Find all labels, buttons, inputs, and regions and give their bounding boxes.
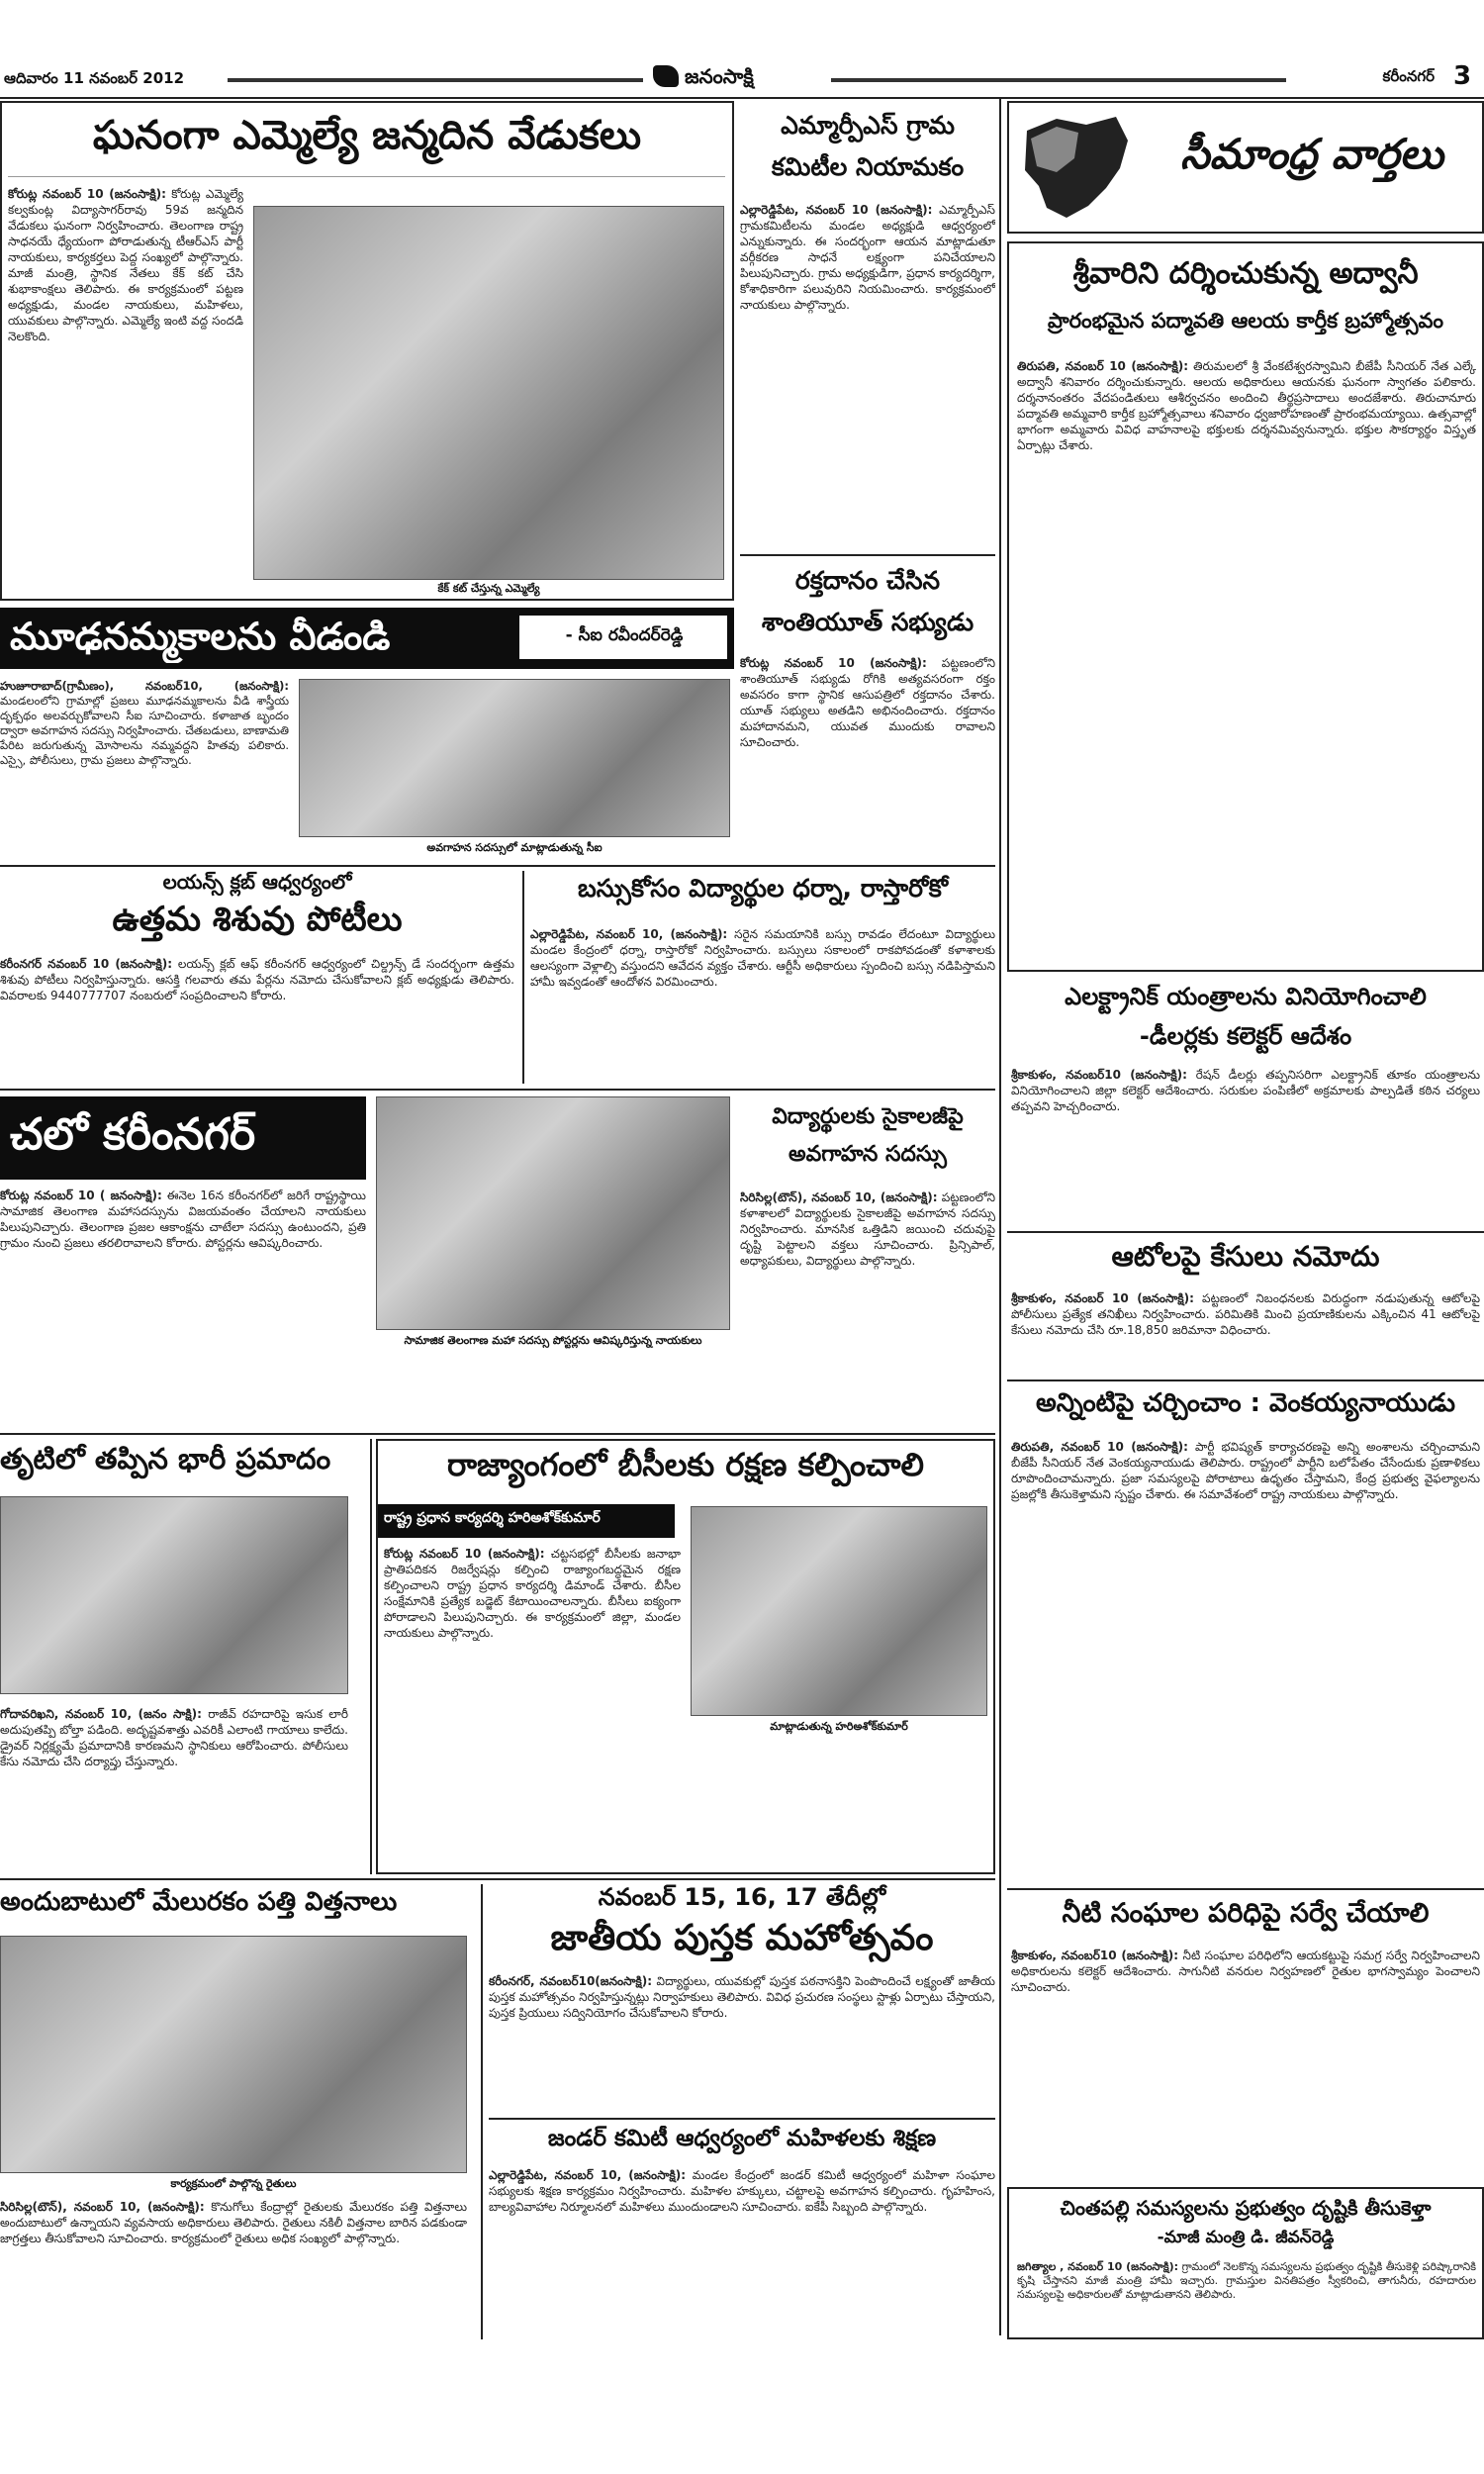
article-body [530,926,995,1080]
paper-logo [653,61,821,93]
article-body [0,1706,348,1870]
article-headline: జాతీయ పుస్తక మహోత్సవం [550,1918,934,1958]
article-dateline: కోరుట్ల నవంబర్ 10 ( జనంసాక్షి): [0,1189,162,1202]
article-superstition [0,608,734,861]
article-body [0,2199,467,2335]
article-text: మండల కేంద్రంలో జండర్ కమిటీ ఆధ్వర్యంలో మహిళా సంఘాల సభ్యులకు శిక్షణ కార్యక్రమం నిర్వహించారు. మహిళల హక్కులు, చట్టాలపై అవగాహన కల్పించారు. గృహహింస, బాల్యవివాహాల నిర్మూలనలో మహిళలు ముందుండాలని సూచించారు. ఐకేపీ సిబ్బంది పాల్గొన్నారు. [489,2168,995,2214]
article-text: గ్రామంలో నెలకొన్న సమస్యలను ప్రభుత్వం దృష్టికి తీసుకెళ్లి పరిష్కారానికి కృషి చేస్తానని మాజీ మంత్రి హామీ ఇచ్చారు. గ్రామస్తుల వినతిపత్రం స్వీకరించి, తాగునీరు, రహదారుల సమస్యలపై అధికారులతో మాట్లాడుతానని తెలిపారు. [1017,2260,1476,2301]
article-body [740,202,995,548]
subhead-bar [378,1504,675,1538]
article-chintapalli [1007,2187,1484,2339]
article-kicker: లయన్స్ క్లబ్ ఆధ్వర్యంలో [162,871,352,894]
divider [0,1089,995,1091]
divider [0,1433,995,1435]
article-chalo-karimnagar [0,1094,734,1429]
seemandhra-banner [1007,101,1484,234]
article-body [1011,1948,1480,2179]
article-gender-committee [489,2124,995,2339]
article-text: నీటి సంఘాల పరిధిలోని ఆయకట్టుపై సమగ్ర సర్వే నిర్వహించాలని అధికారులను కలెక్టర్ ఆదేశించారు. సాగునీటి వనరుల నిర్వహణలో రైతుల భాగస్వామ్యం పెంచాలని సూచించారు. [1011,1949,1480,1994]
article-headline: జండర్ కమిటీ ఆధ్వర్యంలో మహిళలకు శిక్షణ [547,2126,937,2151]
article-text: మండలంలోని గ్రామాల్లో ప్రజలు మూఢనమ్మకాలను వీడి శాస్త్రీయ దృక్పథం అలవర్చుకోవాలని సీఐ సూచించారు. కళాజాత బృందం ద్వారా అవగాహన సదస్సు నిర్వహించారు. చేతబడులు, బాణామతి పేరిట జరుగుతున్న మోసాలను నమ్మవద్దని హితవు పలికారు. ఎస్సై, పోలీసులు, గ్రామ ప్రజలు పాల్గొన్నారు. [0,694,289,767]
article-headline: బస్సుకోసం విద్యార్థుల ధర్నా, రాస్తారోకో [577,875,949,903]
banner-title: సీమాంధ్ర వార్తలు [1180,131,1443,178]
article-dateline: ఎల్లారెడ్డిపేట, నవంబర్ 10, (జనంసాక్షి): [530,927,728,941]
photo-caption: అవగాహన సదస్సులో మాట్లాడుతున్న సీఐ [426,841,603,854]
article-photo [299,679,730,837]
divider [481,1884,483,2339]
photo-caption: సామాజిక తెలంగాణ మహా సదస్సు పోస్టర్లను ఆవిష్కరిస్తున్న నాయకులు [404,1334,702,1347]
article-body [1017,358,1476,966]
masthead-bottom-rule [0,97,1484,99]
article-photo [691,1506,987,1716]
article-dateline: శ్రీకాకుళం, నవంబర్10 (జనంసాక్షి): [1011,1949,1179,1962]
headline-bar [0,608,734,669]
article-body [0,1188,366,1425]
article-text: తిరుమలలో శ్రీ వేంకటేశ్వరస్వామిని బీజేపీ సీనియర్ నేత ఎల్కే అద్వానీ శనివారం దర్శించుకున్నారు. ఆలయ అధికారులు ఆయనకు ఘనంగా స్వాగతం పలికారు. దర్శనానంతరం వేదపండితులు ఆశీర్వచనం అందించి తీర్థప్రసాదాలు అందజేశారు. తిరుచానూరు పద్మావతి అమ్మవారి కార్తీక బ్రహ్మోత్సవాలు శనివారం ధ్వజారోహణంతో ప్రారంభమయ్యాయి. ఉత్సవాల్లో భాగంగా అమ్మవారు వివిధ వాహనాలపై భక్తులకు దర్శనమివ్వనున్నారు. భక్తుల సౌకర్యార్థం విస్తృత ఏర్పాట్లు చేశారు. [1017,359,1476,452]
article-dateline: సిరిసిల్ల(టౌన్), నవంబర్ 10, (జనంసాక్షి): [0,2200,205,2214]
article-cotton-seeds [0,1884,475,2339]
masthead-date: ఆదివారం 11 నవంబర్ 2012 [4,69,185,87]
article-students-dharna [530,871,995,1084]
article-mla-birthday [0,101,734,601]
masthead-right-rule [831,78,1286,82]
headline-underline [8,176,725,177]
article-accident [0,1439,366,1874]
article-dateline: కోరుట్ల నవంబర్ 10 (జనంసాక్షి): [8,187,166,201]
article-headline: అందుబాటులో మేలురకం పత్తి విత్తనాలు [0,1888,398,1917]
article-advani-visit [1007,241,1484,972]
article-headline: ఘనంగా ఎమ్మెల్యే జన్మదిన వేడుకలు [92,113,642,158]
article-blood-donation [740,560,995,862]
divider [1007,1888,1484,1890]
logo-emblem-icon [653,65,679,87]
article-headline: విద్యార్థులకు సైకాలజీపై అవగాహన సదస్సు [772,1104,964,1167]
article-dateline: సిరిసిల్ల(టౌన్), నవంబర్ 10, (జనంసాక్షి): [740,1190,938,1204]
article-venkaiah [1007,1385,1484,1885]
article-body [1017,2260,1476,2337]
article-headline: చింతపల్లి సమస్యలను ప్రభుత్వం దృష్టికి తీసుకెళ్తా [1060,2197,1432,2220]
article-book-festival [489,1884,995,2114]
article-body [489,1973,995,2110]
article-text: ఎమ్మార్పీఎస్ గ్రామకమిటీలను మండల అధ్యక్షుడి ఆధ్వర్యంలో ఎన్నుకున్నారు. ఈ సందర్భంగా ఆయన మాట్లాడుతూ వర్గీకరణ సాధనే లక్ష్యంగా పనిచేయాలని పిలుపునిచ్చారు. గ్రామ అధ్యక్షుడిగా, ప్రధాన కార్యదర్శిగా, కోశాధికారిగా పలువురిని నియమించారు. కార్యక్రమంలో నాయకులు పాల్గొన్నారు. [740,203,995,312]
masthead [0,61,1484,95]
article-mrps-committee [740,103,995,553]
article-water-committees [1007,1894,1484,2183]
article-dateline: శ్రీకాకుళం, నవంబర్ 10 (జనంసాక్షి): [1011,1291,1194,1305]
article-kicker: నవంబర్ 15, 16, 17 తేదీల్లో [598,1884,886,1911]
article-body [0,679,289,857]
article-body [1011,1439,1480,1880]
article-dateline: జగిత్యాల , నవంబర్ 10 (జనంసాక్షి): [1017,2260,1179,2273]
article-body [0,956,514,1080]
article-headline: శ్రీవారిని దర్శించుకున్న అద్వానీ [1072,257,1419,291]
article-text: కొనుగోలు కేంద్రాల్లో రైతులకు మేలురకం పత్తి విత్తనాలు అందుబాటులో ఉన్నాయని వ్యవసాయ అధికారులు తెలిపారు. రైతులు నకిలీ విత్తనాల బారిన పడకుండా జాగ్రత్తలు తీసుకోవాలని సూచించారు. కార్యక్రమంలో రైతులు అధిక సంఖ్యలో పాల్గొన్నారు. [0,2200,467,2245]
article-dateline: తిరుపతి, నవంబర్ 10 (జనంసాక్షి): [1017,359,1189,373]
article-headline: చలో కరీంనగర్ [10,1110,256,1160]
masthead-left-rule [228,78,643,82]
byline-box [519,616,727,659]
article-headline: ఉత్తమ శిశువు పోటీలు [112,901,403,939]
article-photo [0,1936,467,2173]
photo-caption: కార్యక్రమంలో పాల్గొన్న రైతులు [170,2177,297,2190]
divider [740,554,995,556]
masthead-city: కరీంనగర్ [1382,67,1435,85]
article-dateline: శ్రీకాకుళం, నవంబర్10 (జనంసాక్షి): [1011,1068,1187,1082]
article-body [489,2167,995,2335]
article-baby-contest [0,871,514,1084]
divider [370,1439,372,1874]
photo-caption: కేక్ కట్ చేస్తున్న ఎమ్మెల్యే [437,582,540,595]
divider [1007,1380,1484,1381]
article-dateline: ఎల్లారెడ్డిపేట, నవంబర్ 10 (జనంసాక్షి): [740,203,933,217]
divider [522,871,524,1084]
article-text: పట్టణంలోని కళాశాలలో విద్యార్థులకు సైకాలజీపై అవగాహన సదస్సు నిర్వహించారు. మానసిక ఒత్తిడిని జయించి చదువుపై దృష్టి పెట్టాలని వక్తలు సూచించారు. ప్రిన్సిపాల్, అధ్యాపకులు, విద్యార్థులు పాల్గొన్నారు. [740,1190,995,1268]
article-byline: - సీఐ రవీందర్‌రెడ్డి [565,625,684,645]
article-headline: రక్తదానం చేసిన శాంతియూత్ సభ్యుడు [761,566,974,636]
article-psychology-seminar [740,1094,995,1429]
article-text: సరైన సమయానికి బస్సు రావడం లేదంటూ విద్యార్థులు మండల కేంద్రంలో ధర్నా, రాస్తారోకో నిర్వహించారు. బస్సులు సకాలంలో రాకపోవడంతో కళాశాలకు ఆలస్యంగా వెళ్లాల్సి వస్తుందని ఆవేదన వ్యక్తం చేశారు. ఆర్టీసీ అధికారులు స్పందించి బస్సు నడిపిస్తామని హామీ ఇవ్వడంతో ఆందోళన విరమించారు. [530,927,995,989]
article-body [8,186,243,592]
article-body [1011,1067,1480,1223]
article-photo [253,206,724,580]
article-text: పట్టణంలోని శాంతియూత్ సభ్యుడు రోగికి అత్యవసరంగా రక్తం అవసరం కాగా స్థానిక ఆసుపత్రిలో రక్తదానం చేశారు. యూత్ సభ్యులు అతడిని అభినందించారు. రక్తదానం మహాదానమని, యువత ముందుకు రావాలని సూచించారు. [740,656,995,749]
article-dateline: కరీంనగర్, నవంబర్10(జనంసాక్షి): [489,1974,652,1988]
article-headline: నీటి సంఘాల పరిధిపై సర్వే చేయాలి [1062,1898,1430,1929]
article-dateline: కరీంనగర్ నవంబర్ 10 (జనంసాక్షి): [0,957,173,971]
article-headline: మూఢనమ్మకాలను వీడండి [10,616,391,658]
divider [0,865,995,867]
paper-name: జనంసాక్షి [685,64,754,88]
article-text: కోరుట్ల ఎమ్మెల్యే కల్వకుంట్ల విద్యాసాగర్‌రావు 59వ జన్మదిన వేడుకలు ఘనంగా నిర్వహించారు. తెలంగాణ రాష్ట్ర సాధనయే ధ్యేయంగా పోరాడుతున్న టీఆర్‌ఎస్ పార్టీ నాయకులు, కార్యకర్తలు పెద్ద సంఖ్యలో పాల్గొన్నారు. మాజీ మంత్రి, స్థానిక నేతలు కేక్ కట్ చేసి శుభాకాంక్షలు తెలిపారు. ఈ కార్యక్రమంలో పట్టణ అధ్యక్షుడు, మండల నాయకులు, మహిళలు, యువకులు పాల్గొన్నారు. ఎమ్మెల్యే ఇంటి వద్ద సందడి నెలకొంది. [8,187,243,343]
state-map-icon [1017,111,1136,226]
article-text: పట్టణంలో నిబంధనలకు విరుద్ధంగా నడుపుతున్న ఆటోలపై పోలీసులు ప్రత్యేక తనిఖీలు నిర్వహించారు. పరిమితికి మించి ప్రయాణికులను ఎక్కించిన 41 ఆటోలపై కేసులు నమోదు చేసి రూ.18,850 జరిమానా విధించారు. [1011,1291,1480,1337]
article-text: ఈనెల 16న కరీంనగర్‌లో జరిగే రాష్ట్రస్థాయి సామాజిక తెలంగాణ మహాసదస్సును విజయవంతం చేయాలని నాయకులు పిలుపునిచ్చారు. తెలంగాణ ప్రజల ఆకాంక్షను చాటేలా సదస్సు ఉంటుందని, ప్రతి గ్రామం నుంచి ప్రజలు తరలిరావాలని కోరారు. పోస్టర్లను ఆవిష్కరించారు. [0,1189,366,1250]
article-photo [376,1096,730,1330]
article-dateline: కోరుట్ల నవంబర్ 10 (జనంసాక్షి): [384,1547,545,1561]
divider [0,1878,995,1880]
column-divider-right [999,99,1001,2335]
article-headline: ఎమ్మార్పీఎస్ గ్రామ కమిటీల నియామకం [771,111,965,181]
page-number: 3 [1452,61,1472,91]
article-bc-reservations [376,1439,995,1874]
divider [1007,1231,1484,1233]
article-text: పార్టీ భవిష్యత్ కార్యాచరణపై అన్ని అంశాలను చర్చించామని బీజేపీ సీనియర్ నేత వెంకయ్యనాయుడు తెలిపారు. రాష్ట్రంలో పార్టీని బలోపేతం చేసేందుకు ప్రణాళికలు రూపొందించామన్నారు. ప్రజా సమస్యలపై పోరాటాలు ఉధృతం చేస్తామని, కేంద్ర ప్రభుత్వ వైఫల్యాలను ప్రజల్లోకి తీసుకెళ్తామని స్పష్టం చేశారు. ఈ సమావేశంలో రాష్ట్ర నాయకులు పాల్గొన్నారు. [1011,1440,1480,1501]
article-subhead: రాష్ట్ర ప్రధాన కార్యదర్శి హరిఅశోక్‌కుమార్ [384,1510,601,1526]
photo-caption: మాట్లాడుతున్న హరిఅశోక్‌కుమార్ [770,1720,908,1733]
article-subhead: -మాజీ మంత్రి డి. జీవన్‌రెడ్డి [1157,2229,1335,2247]
article-headline: ఎలక్ట్రానిక్ యంత్రాలను వినియోగించాలి [1065,984,1427,1010]
article-text: రాజీవ్ రహదారిపై ఇసుక లారీ అదుపుతప్పి బోల్తా పడింది. అదృష్టవశాత్తు ఎవరికీ ఎలాంటి గాయాలు కాలేదు. డ్రైవర్ నిర్లక్ష్యమే ప్రమాదానికి కారణమని స్థానికులు ఆరోపించారు. పోలీసులు కేసు నమోదు చేసి దర్యాప్తు చేస్తున్నారు. [0,1707,348,1768]
article-body [384,1546,681,1867]
article-body [740,655,995,858]
article-dateline: గోదావరిఖని, నవంబర్ 10, (జనం సాక్షి): [0,1707,202,1721]
article-headline: అన్నింటిపై చర్చించాం : వెంకయ్యనాయుడు [1035,1389,1456,1418]
article-text: రేషన్ డీలర్లు తప్పనిసరిగా ఎలక్ట్రానిక్ తూకం యంత్రాలను వినియోగించాలని జిల్లా కలెక్టర్ ఆదేశించారు. సరుకుల పంపిణీలో అక్రమాలకు పాల్పడితే కఠిన చర్యలు తప్పవని హెచ్చరించారు. [1011,1068,1480,1113]
article-headline: తృటిలో తప్పిన భారీ ప్రమాదం [0,1443,331,1475]
article-subhead: ప్రారంభమైన పద్మావతి ఆలయ కార్తీక బ్రహ్మోత్సవం [1047,309,1444,333]
headline-bar [0,1096,366,1180]
article-electronic-scales [1007,980,1484,1227]
article-subhead: -డీలర్లకు కలెక్టర్ ఆదేశం [1139,1023,1352,1050]
article-text: లయన్స్ క్లబ్ ఆఫ్ కరీంనగర్ ఆధ్వర్యంలో చిల్డ్రన్స్ డే సందర్భంగా ఉత్తమ శిశువు పోటీలు నిర్వహిస్తున్నారు. ఆసక్తి గలవారు తమ పేర్లను నమోదు చేసుకోవాలని క్లబ్ అధ్యక్షుడు తెలిపారు. వివరాలకు 9440777707 నంబరులో సంప్రదించాలని కోరారు. [0,957,514,1002]
divider [489,2118,995,2120]
article-text: విద్యార్థులు, యువకుల్లో పుస్తక పఠనాసక్తిని పెంపొందించే లక్ష్యంతో జాతీయ పుస్తక మహోత్సవం నిర్వహిస్తున్నట్లు నిర్వాహకులు తెలిపారు. వివిధ ప్రచురణ సంస్థలు స్టాళ్లు ఏర్పాటు చేస్తాయని, పుస్తక ప్రియులు సద్వినియోగం చేసుకోవాలని కోరారు. [489,1974,995,2020]
article-photo [0,1496,348,1694]
article-headline: ఆటోలపై కేసులు నమోదు [1111,1241,1380,1273]
article-dateline: ఎల్లారెడ్డిపేట, నవంబర్ 10, (జనంసాక్షి): [489,2168,686,2182]
article-body [740,1189,995,1425]
article-headline: రాజ్యాంగంలో బీసీలకు రక్షణ కల్పించాలి [447,1447,924,1483]
article-dateline: తిరుపతి, నవంబర్ 10 (జనంసాక్షి): [1011,1440,1188,1454]
article-dateline: కోరుట్ల నవంబర్ 10 (జనంసాక్షి): [740,656,927,670]
article-text: చట్టసభల్లో బీసీలకు జనాభా ప్రాతిపదికన రిజర్వేషన్లు కల్పించి రాజ్యాంగబద్ధమైన రక్షణ కల్పించాలని రాష్ట్ర ప్రధాన కార్యదర్శి డిమాండ్ చేశారు. బీసీల సంక్షేమానికి ప్రత్యేక బడ్జెట్ కేటాయించాలన్నారు. బీసీలు ఐక్యంగా పోరాడాలని పిలుపునిచ్చారు. ఈ కార్యక్రమంలో జిల్లా, మండల నాయకులు పాల్గొన్నారు. [384,1547,681,1640]
article-dateline: హుజూరాబాద్(గ్రామీణం), నవంబర్10, (జనంసాక్షి): [0,679,289,693]
